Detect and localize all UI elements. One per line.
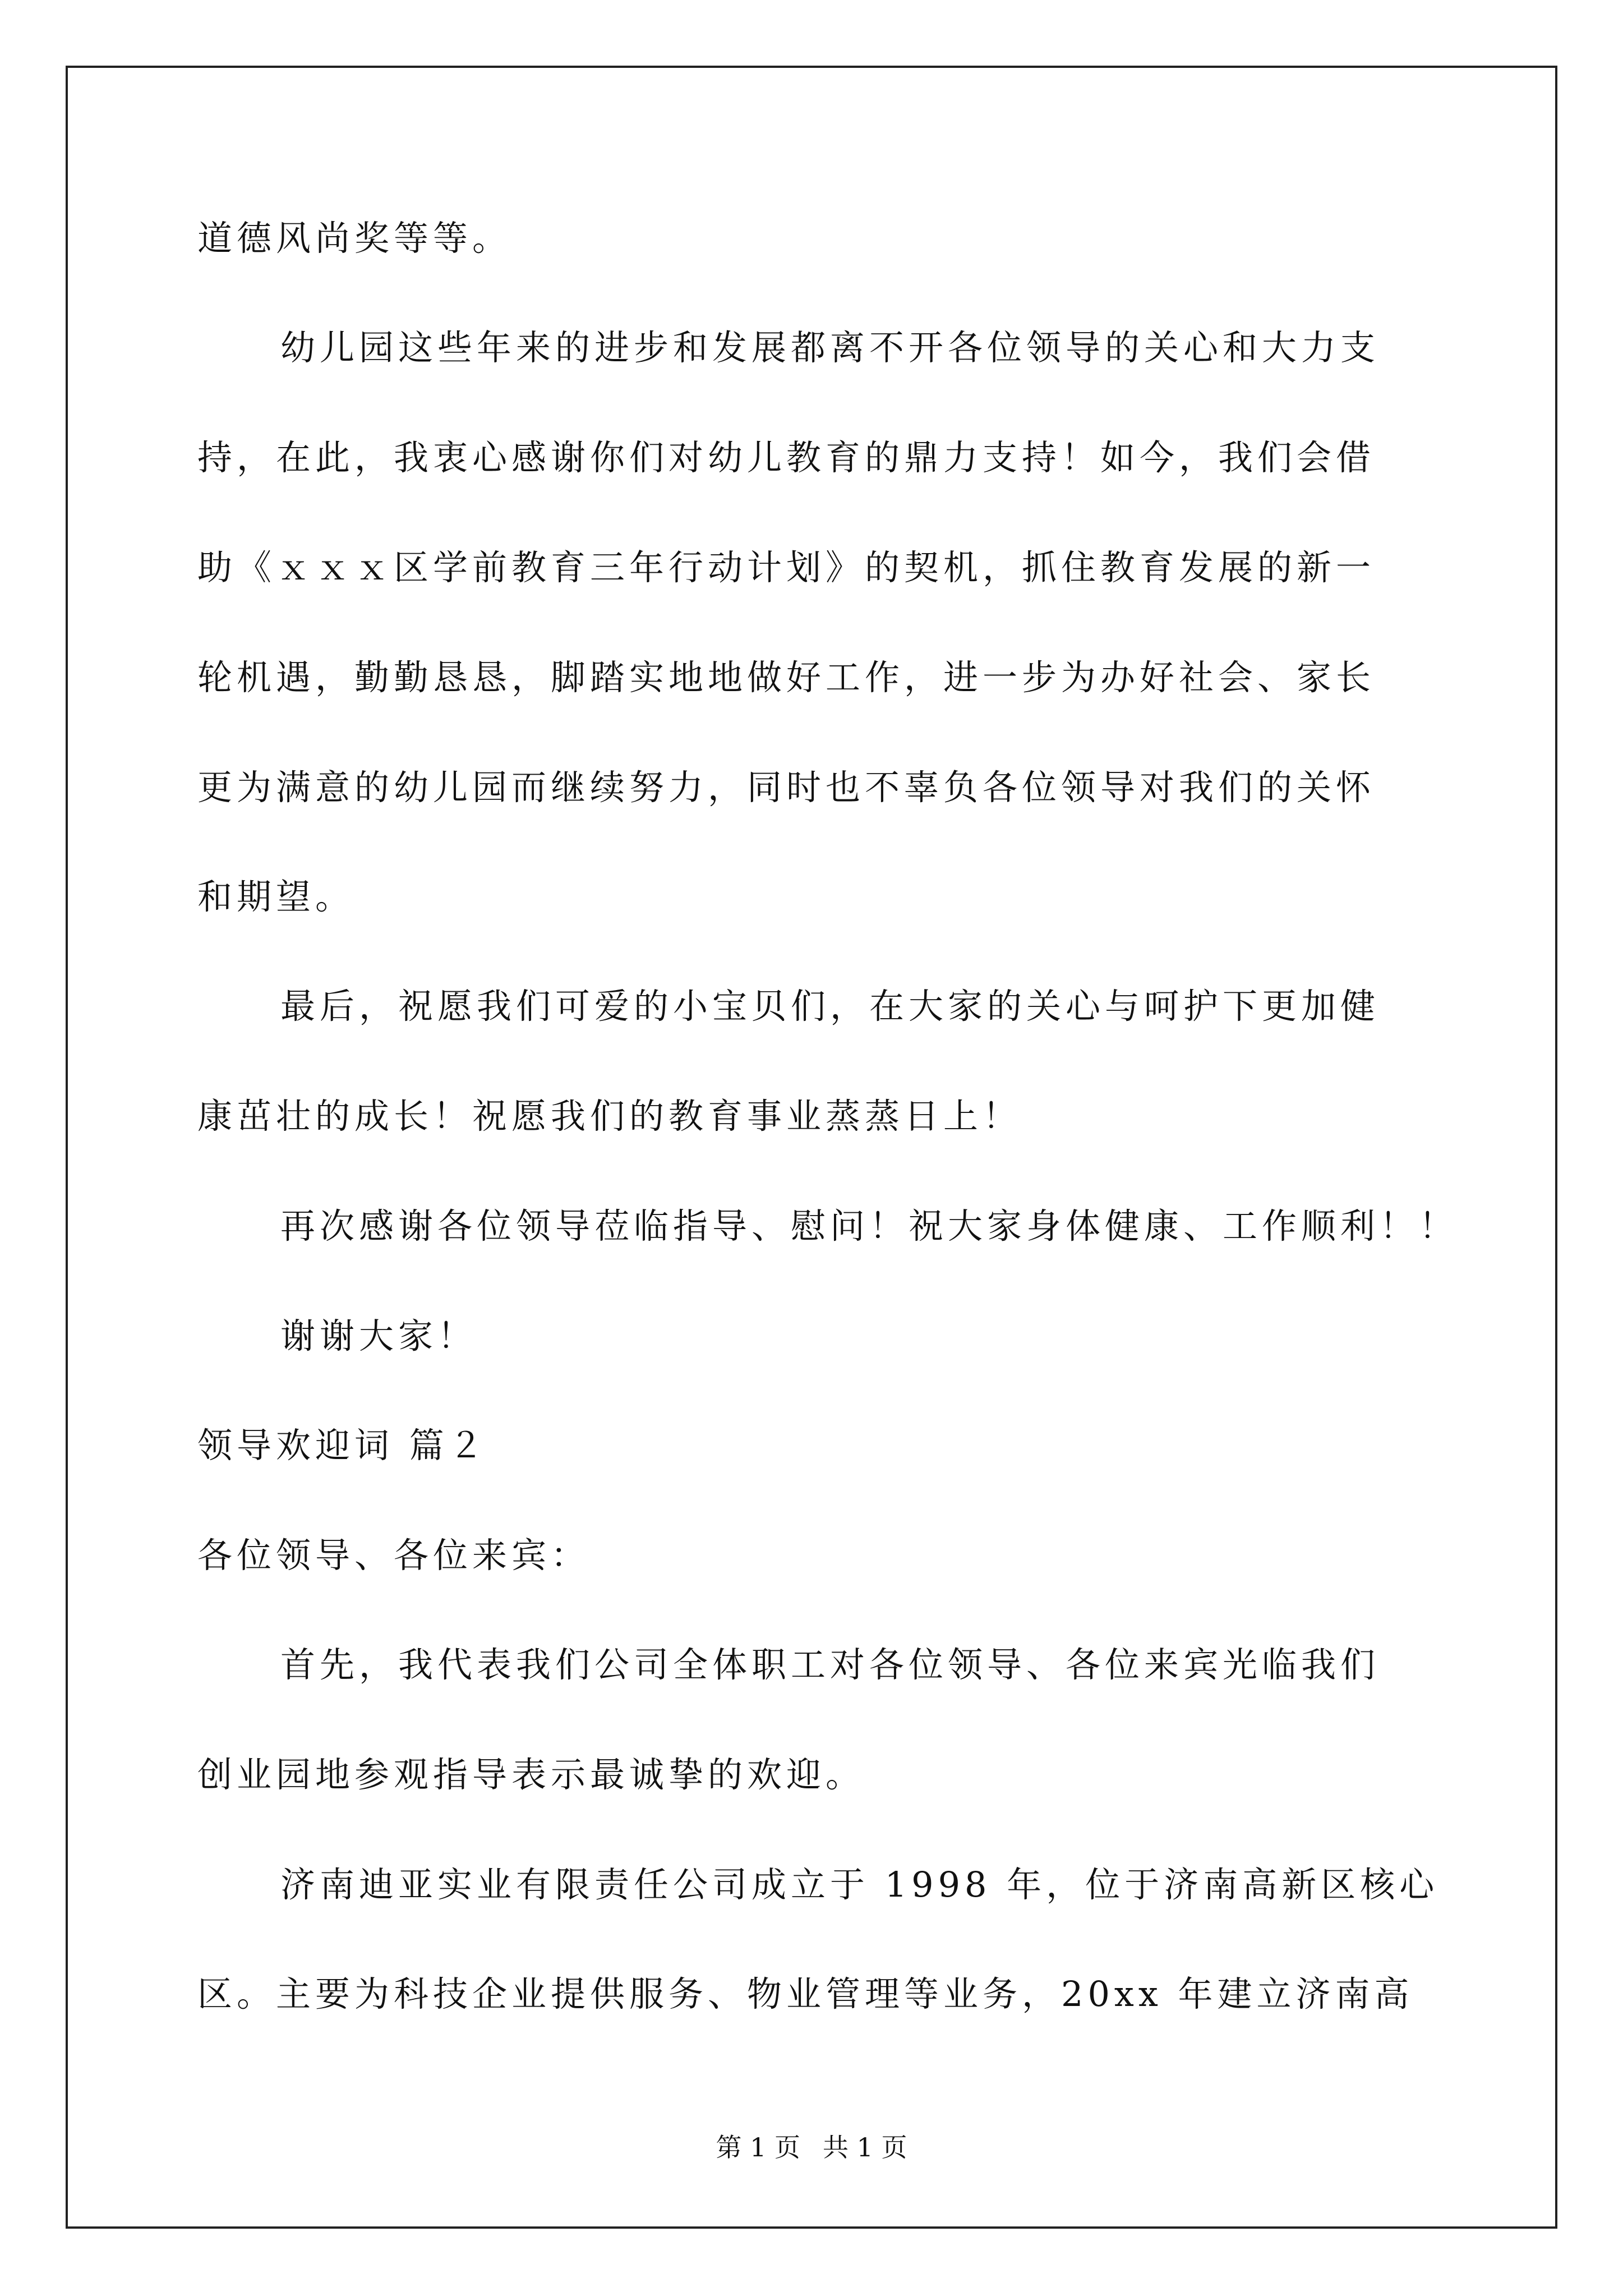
text-line-1: 道德风尚奖等等。 [197,218,512,259]
text-line-15: 创业园地参观指导表示最诚挚的欢迎。 [197,1754,865,1795]
section-heading: 领导欢迎词 篇２ [197,1425,488,1466]
salutation: 各位领导、各位来宾： [197,1535,591,1576]
text-line-4: 助《ｘｘｘ区学前教育三年行动计划》的契机，抓住教育发展的新一 [197,547,1376,588]
text-line-17: 区。主要为科技企业提供服务、物业管理等业务，20xx 年建立济南高 [197,1973,1414,2014]
text-line-7: 和期望。 [197,876,355,917]
text-line-8: 最后，祝愿我们可爱的小宝贝们，在大家的关心与呵护下更加健 [280,986,1380,1027]
text-line-2: 幼儿园这些年来的进步和发展都离不开各位领导的关心和大力支 [280,327,1380,368]
text-line-5: 轮机遇，勤勤恳恳，脚踏实地地做好工作，进一步为办好社会、家长 [197,657,1376,698]
text-line-16: 济南迪亚实业有限责任公司成立于 1998 年，位于济南高新区核心 [280,1864,1439,1905]
text-line-6: 更为满意的幼儿园而继续努力，同时也不辜负各位领导对我们的关怀 [197,767,1376,808]
page-footer [0,2131,1623,2164]
text-line-9: 康茁壮的成长！祝愿我们的教育事业蒸蒸日上！ [197,1096,1022,1137]
text-line-3: 持，在此，我衷心感谢你们对幼儿教育的鼎力支持！如今，我们会借 [197,437,1376,478]
text-line-11: 谢谢大家！ [280,1315,477,1356]
text-line-14: 首先，我代表我们公司全体职工对各位领导、各位来宾光临我们 [280,1644,1380,1685]
page-total: 共 1 页 [823,2132,907,2162]
page-number: 第 1 页 [716,2132,800,2162]
text-line-10: 再次感谢各位领导莅临指导、慰问！祝大家身体健康、工作顺利！！ [280,1205,1459,1246]
